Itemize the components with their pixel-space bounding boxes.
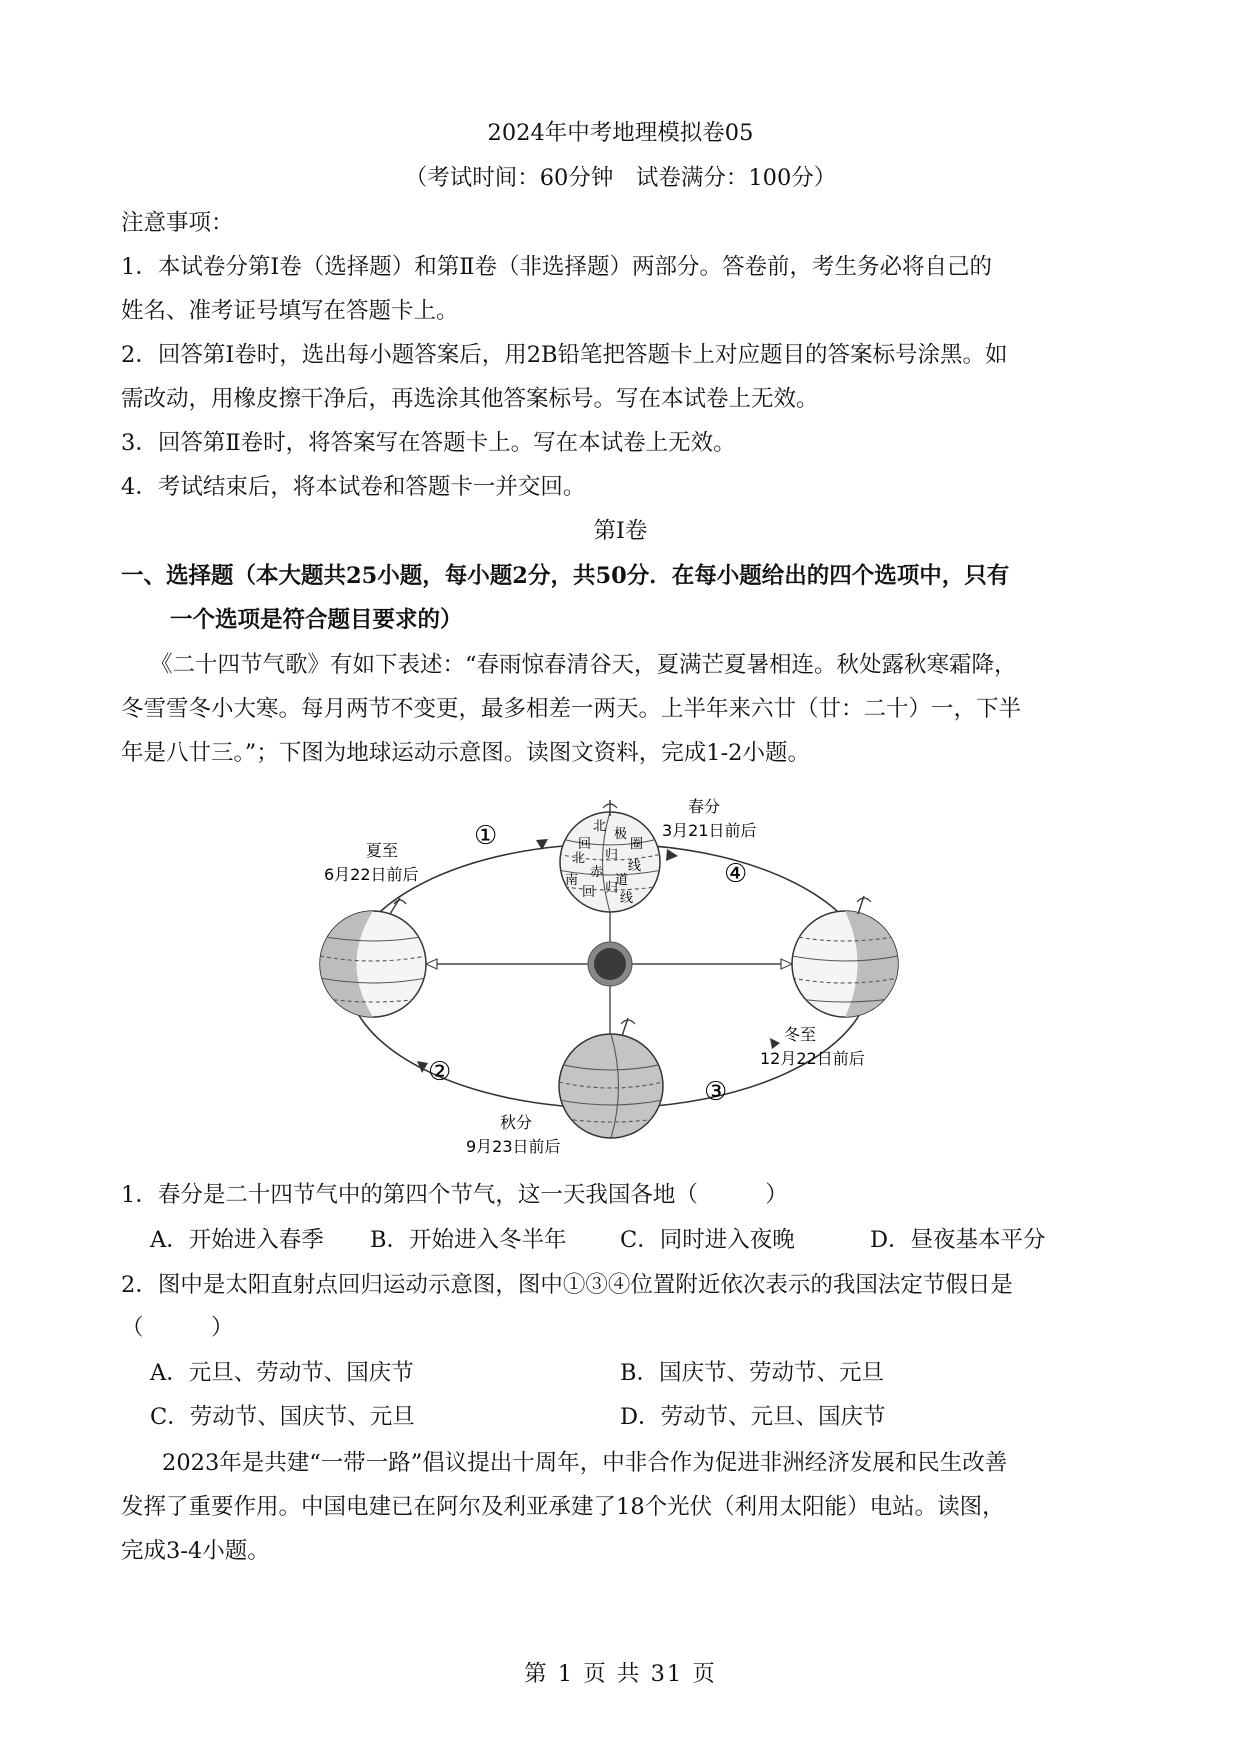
- position-marker-1: ①: [474, 821, 498, 851]
- earth-spring-equinox: [558, 800, 662, 912]
- passage-1-line-2: 冬雪雪冬小大寒。每月两节不变更，最多相差一两天。上半年来六廿（廿：二十）一，下半: [121, 696, 1022, 722]
- sun-icon: [588, 942, 632, 986]
- orbit-arrow-3-icon: [770, 1038, 780, 1049]
- label-circle: 圈: [630, 837, 644, 852]
- label-polar: 极: [614, 827, 628, 842]
- note-2-line-2: 需改动，用橡皮擦干净后，再选涂其他答案标号。写在本试卷上无效。: [121, 386, 819, 412]
- question-1-option-d: D．昼夜基本平分: [870, 1227, 1046, 1253]
- label-spring-equinox: 春分: [688, 797, 721, 816]
- label-hui-2: 回: [582, 885, 596, 900]
- label-gui-1: 归: [605, 848, 619, 863]
- label-winter-solstice: 冬至: [784, 1025, 817, 1044]
- passage-2-line-1: 2023年是共建“一带一路”倡议提出十周年，中非合作为促进非洲经济发展和民生改善: [162, 1450, 1008, 1476]
- passage-2-line-2: 发挥了重要作用。中国电建已在阿尔及利亚承建了18个光伏（利用太阳能）电站。读图，: [121, 1494, 1005, 1520]
- question-2-option-c: C．劳动节、国庆节、元旦: [150, 1404, 415, 1430]
- exam-subtitle: （考试时间：60分钟 试卷满分：100分）: [404, 165, 837, 191]
- label-south: 南: [565, 873, 579, 888]
- question-2-option-b: B．国庆节、劳动节、元旦: [620, 1360, 885, 1386]
- note-1-line-2: 姓名、准考证号填写在答题卡上。: [121, 298, 459, 324]
- passage-1-line-3: 年是八廿三。”；下图为地球运动示意图。读图文资料，完成1-2小题。: [121, 740, 810, 766]
- label-autumn-date: 9月23日前后: [466, 1137, 561, 1156]
- label-autumn-equinox: 秋分: [500, 1113, 533, 1132]
- note-4: 4．考试结束后，将本试卷和答题卡一并交回。: [121, 474, 586, 500]
- earth-winter-solstice: [792, 896, 898, 1017]
- question-1-option-c: C．同时进入夜晚: [620, 1227, 795, 1253]
- question-1-option-b: B．开始进入冬半年: [370, 1227, 567, 1253]
- earth-summer-solstice: [320, 898, 426, 1017]
- label-xian-2: 线: [620, 891, 634, 906]
- position-marker-4: ④: [724, 859, 748, 889]
- question-2-option-a: A．元旦、劳动节、国庆节: [150, 1360, 414, 1386]
- passage-2-line-3: 完成3-4小题。: [121, 1538, 270, 1564]
- label-hui-1: 回: [578, 837, 592, 852]
- notes-heading: 注意事项：: [121, 210, 234, 236]
- page-footer: 第 1 页 共 31 页: [524, 1661, 717, 1687]
- position-marker-3: ③: [704, 1077, 728, 1107]
- section-heading-line-1: 一、选择题（本大题共25小题，每小题2分，共50分．在每小题给出的四个选项中，只有: [121, 563, 1010, 589]
- question-2-stem: 2．图中是太阳直射点回归运动示意图，图中①③④位置附近依次表示的我国法定节假日是: [121, 1272, 1013, 1298]
- label-equator-chi: 赤: [590, 865, 604, 880]
- label-north-2: 北: [572, 851, 586, 866]
- earth-orbit-diagram: [310, 786, 930, 1166]
- question-1-stem: 1．春分是二十四节气中的第四个节气，这一天我国各地（ ）: [121, 1182, 788, 1208]
- note-3: 3．回答第Ⅱ卷时，将答案写在答题卡上。写在本试卷上无效。: [121, 430, 736, 456]
- label-summer-date: 6月22日前后: [324, 865, 419, 884]
- section-title: 第Ⅰ卷: [593, 518, 648, 544]
- question-2-paren: （ ）: [121, 1315, 234, 1341]
- exam-title: 2024年中考地理模拟卷05: [487, 120, 754, 146]
- label-xian-1: 线: [628, 859, 642, 874]
- question-2-option-d: D．劳动节、元旦、国庆节: [620, 1404, 886, 1430]
- section-heading-line-2: 一个选项是符合题目要求的）: [170, 607, 463, 633]
- arrow-left-icon: [426, 959, 437, 969]
- orbit-arrow-4-icon: [666, 849, 678, 861]
- passage-1-line-1: 《二十四节气歌》有如下表述：“春雨惊春清谷天，夏满芒夏暑相连。秋处露秋寒霜降，: [150, 652, 1017, 678]
- note-1-line-1: 1．本试卷分第Ⅰ卷（选择题）和第Ⅱ卷（非选择题）两部分。答卷前，考生务必将自己的: [121, 254, 992, 280]
- note-2-line-1: 2．回答第Ⅰ卷时，选出每小题答案后，用2B铅笔把答题卡上对应题目的答案标号涂黑。如: [121, 342, 1008, 368]
- question-1-option-a: A．开始进入春季: [150, 1227, 324, 1253]
- label-north-1: 北: [593, 819, 607, 834]
- position-marker-2: ②: [428, 1057, 452, 1087]
- label-equator-dao: 道: [615, 873, 629, 888]
- label-winter-date: 12月22日前后: [760, 1049, 865, 1068]
- earth-autumn-equinox: [559, 1018, 663, 1138]
- arrow-right-icon: [781, 959, 792, 969]
- label-spring-date: 3月21日前后: [662, 821, 757, 840]
- label-gui-2: 归: [605, 881, 619, 896]
- label-summer-solstice: 夏至: [366, 841, 399, 860]
